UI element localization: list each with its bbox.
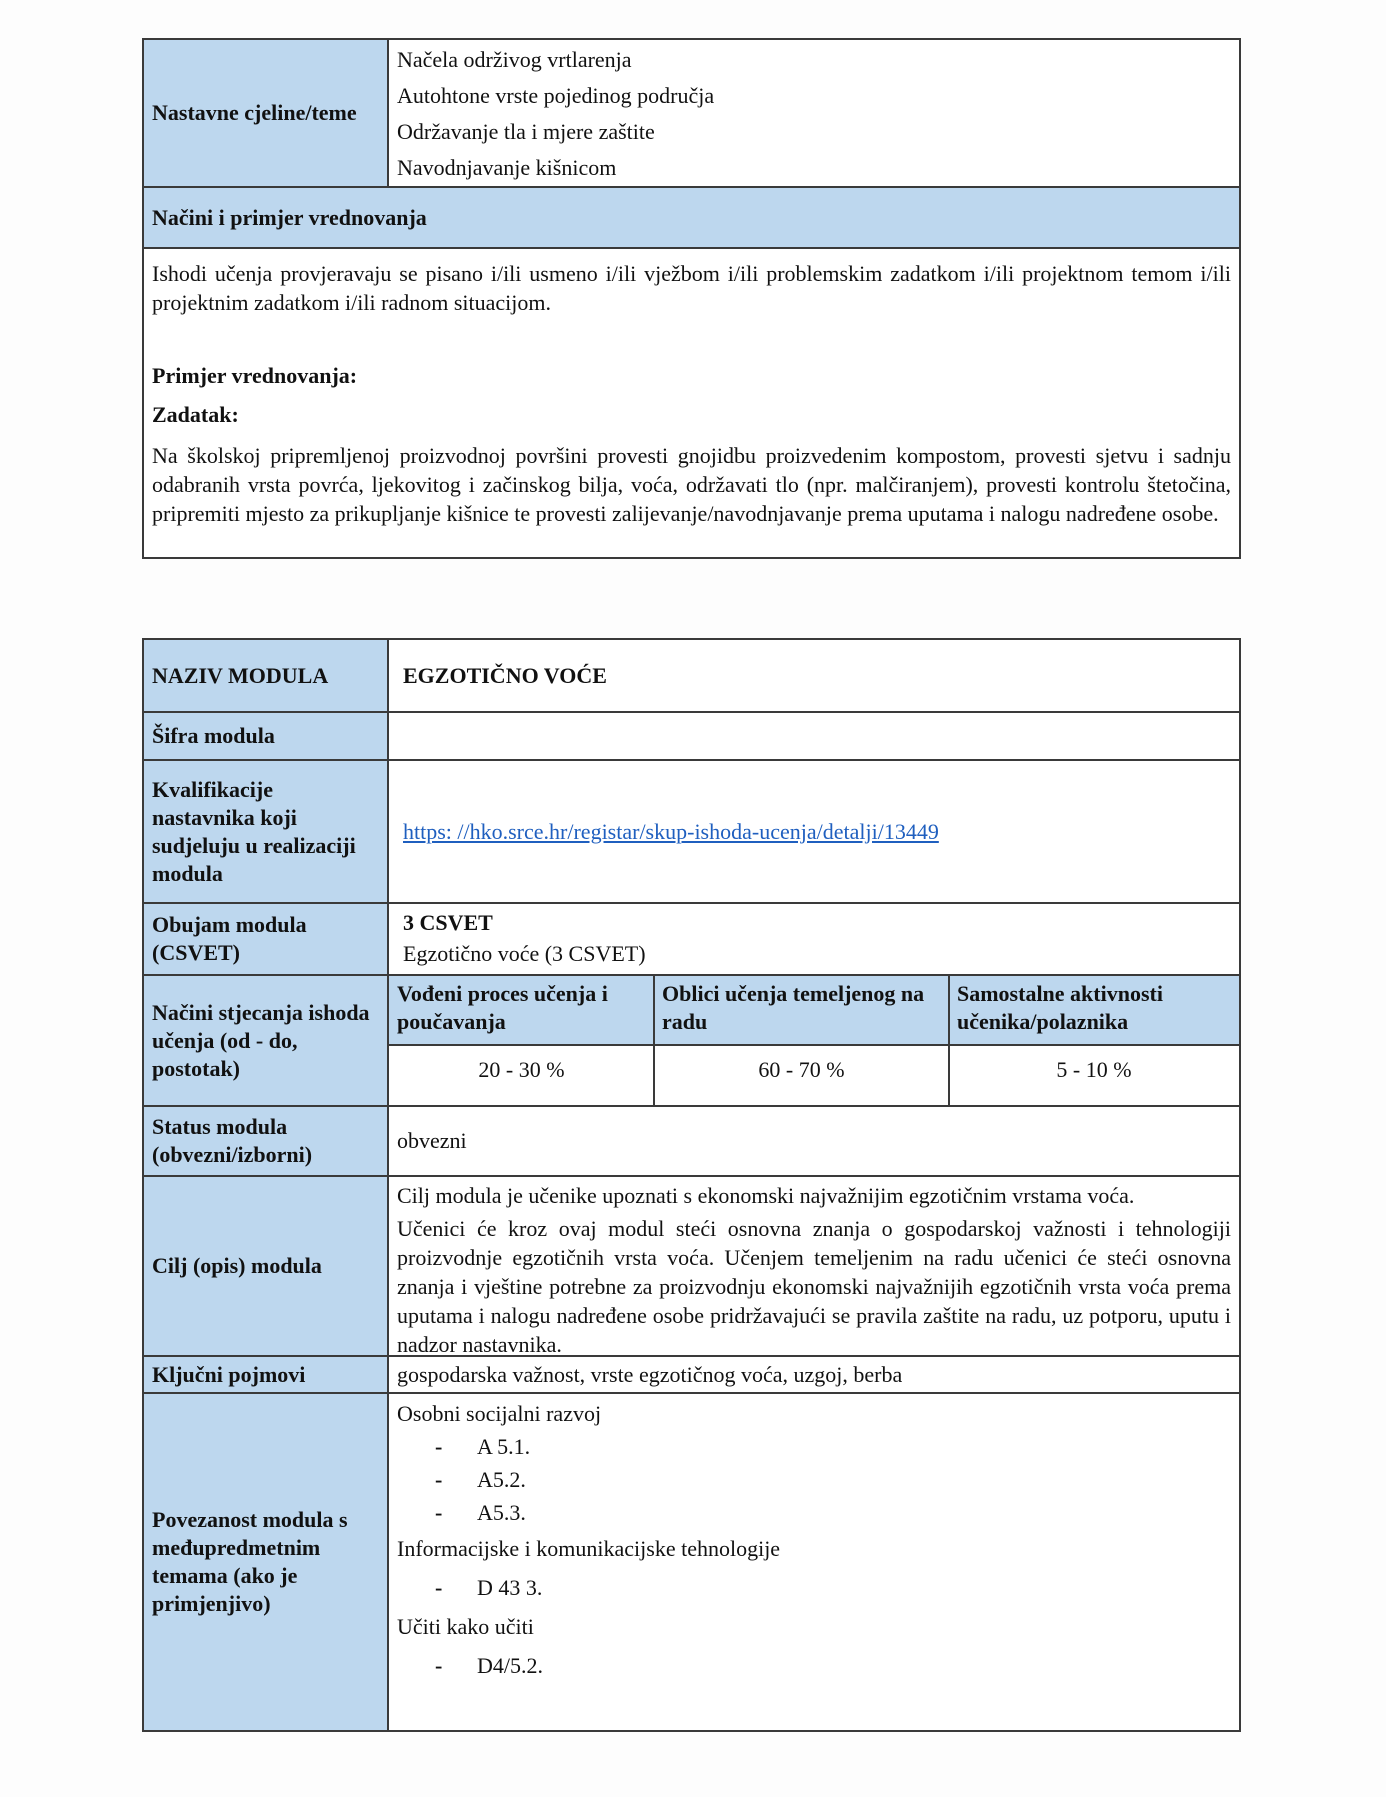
module-name-row xyxy=(144,640,1239,711)
topics-list xyxy=(389,40,1239,186)
guided-learning-value: 20 - 30 % xyxy=(389,1044,654,1105)
goal-paragraph-1: Cilj modula je učenike upoznati s ekonomski najvažnijim egzotičnim vrstama voća. xyxy=(397,1183,1135,1208)
qualifications-row xyxy=(144,759,1239,902)
topics-label: Nastavne cjeline/teme xyxy=(144,40,389,186)
list-item xyxy=(397,1463,1231,1496)
volume-row xyxy=(144,902,1239,974)
list-item xyxy=(397,1496,1231,1529)
module-name-label: NAZIV MODULA xyxy=(144,640,389,711)
item-code: D4/5.2. xyxy=(477,1653,543,1678)
volume-label: Obujam modula (CSVET) xyxy=(144,904,389,974)
group-title: Osobni socijalni razvoj xyxy=(397,1401,602,1426)
list-item xyxy=(397,1647,1231,1685)
volume-detail: Egzotično voće (3 CSVET) xyxy=(403,941,646,966)
independent-activities-header: Samostalne aktivnosti učenika/polaznika xyxy=(949,976,1239,1044)
goal-label: Cilj (opis) modula xyxy=(144,1177,389,1355)
evaluation-heading-row xyxy=(144,186,1239,247)
list-item xyxy=(397,1569,1231,1607)
independent-activities-value: 5 - 10 % xyxy=(949,1044,1239,1105)
cross-curricular-row xyxy=(144,1392,1239,1730)
work-based-learning-header: Oblici učenja temeljenog na radu xyxy=(654,976,949,1044)
group-title: Učiti kako učiti xyxy=(397,1614,534,1639)
status-row xyxy=(144,1105,1239,1175)
keywords-label: Ključni pojmovi xyxy=(144,1357,389,1392)
group-title: Informacijske i komunikacijske tehnologije xyxy=(397,1536,781,1561)
qualifications-link[interactable]: https: //hko.srce.hr/registar/skup-ishoda-ucenja/detalji/13449 xyxy=(403,818,939,844)
acquisition-row xyxy=(144,974,1239,1105)
topics-evaluation-table xyxy=(142,38,1241,559)
status-label: Status modula (obvezni/izborni) xyxy=(144,1107,389,1175)
work-based-learning-value: 60 - 70 % xyxy=(654,1044,949,1105)
goal-row xyxy=(144,1175,1239,1355)
evaluation-body-row xyxy=(144,247,1239,557)
module-table xyxy=(142,638,1241,1732)
bullet-dash-icon: - xyxy=(435,1499,443,1525)
column-divider xyxy=(653,976,655,1105)
bullet-dash-icon: - xyxy=(435,1575,443,1600)
volume-total: 3 CSVET xyxy=(403,910,493,935)
status-value: obvezni xyxy=(397,1128,467,1153)
item-code: D 43 3. xyxy=(477,1575,543,1600)
topic-item: Održavanje tla i mjere zaštite xyxy=(397,119,655,144)
topic-item: Načela održivog vrtlarenja xyxy=(397,47,632,72)
list-item xyxy=(397,1430,1231,1463)
evaluation-intro: Ishodi učenja provjeravaju se pisano i/ili usmeno i/ili vježbom i/ili problemskim zadatkom i/ili projektnom temom i/ili projektnim zadatkom i/ili radnom situacijom. xyxy=(152,261,1231,315)
acquisition-label: Načini stjecanja ishoda učenja (od - do, postotak) xyxy=(144,976,389,1105)
goal-paragraph-2: Učenici će kroz ovaj modul steći osnovna znanja o gospodarskoj važnosti i tehnologiji proizvodnje egzotičnih vrsta voća. Učenjem temeljenim na radu učenici će steći osnovna znanja i vještine potrebne za proizvodnju ekonomski najvažnijih egzotičnih vrsta voća prema uputama i nalogu nadređene osobe pridržavajući se pravila zaštite na radu, uz potporu, uputu i nadzor nastavnika. xyxy=(397,1216,1231,1357)
column-divider xyxy=(948,976,950,1105)
item-code: A5.3. xyxy=(477,1499,526,1525)
acquisition-grid xyxy=(389,976,1239,1105)
bullet-dash-icon: - xyxy=(435,1653,443,1678)
task-text: Na školskoj pripremljenoj proizvodnoj površini provesti gnojidbu proizvedenim kompostom, provesti sjetvu i sadnju odabranih vrsta povrća, ljekovitog i začinskog bilja, voća, održavati tlo (npr. malčiranjem), provesti kontrolu štetočina, pripremiti mjesto za prikupljanje kišnice te provesti zalijevanje/navodnjavanje prema uputama i nalogu nadređene osobe. xyxy=(152,443,1231,526)
task-heading: Zadatak: xyxy=(152,402,239,427)
keywords-value: gospodarska važnost, vrste egzotičnog voća, uzgoj, berba xyxy=(397,1361,903,1387)
module-name-value: EGZOTIČNO VOĆE xyxy=(403,662,607,688)
item-code: A 5.1. xyxy=(477,1433,531,1459)
cross-curricular-label: Povezanost modula s međupredmetnim temama (ako je primjenjivo) xyxy=(144,1394,389,1730)
topic-item: Navodnjavanje kišnicom xyxy=(397,155,617,180)
module-code-label: Šifra modula xyxy=(144,713,389,759)
guided-learning-header: Vođeni proces učenja i poučavanja xyxy=(389,976,654,1044)
module-code-value xyxy=(389,713,1239,759)
topics-row xyxy=(144,40,1239,186)
bullet-dash-icon: - xyxy=(435,1433,443,1459)
qualifications-label: Kvalifikacije nastavnika koji sudjeluju u realizaciji modula xyxy=(144,761,389,902)
item-code: A5.2. xyxy=(477,1466,526,1492)
topic-item: Autohtone vrste pojedinog područja xyxy=(397,83,715,108)
module-code-row xyxy=(144,711,1239,759)
example-heading: Primjer vrednovanja: xyxy=(152,363,358,388)
evaluation-heading: Načini i primjer vrednovanja xyxy=(144,188,1239,247)
keywords-row xyxy=(144,1355,1239,1392)
bullet-dash-icon: - xyxy=(435,1466,443,1492)
